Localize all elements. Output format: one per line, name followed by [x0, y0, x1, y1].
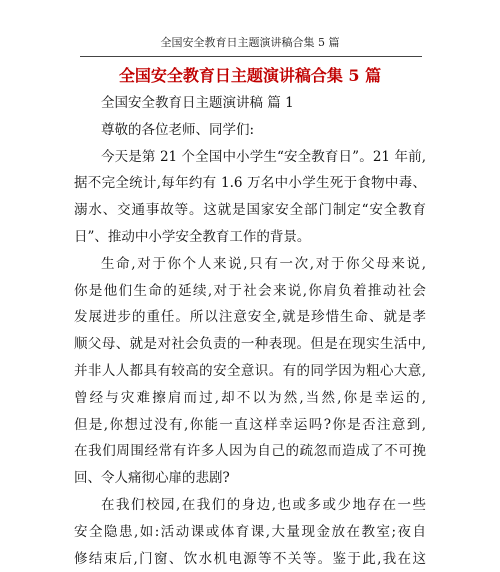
salutation: 尊敬的各位老师、同学们: [101, 121, 255, 138]
paragraph-line: 但是,你想过没有,你能一直这样幸运吗?你是否注意到, [74, 416, 426, 433]
paragraph-line: 曾经与灾难擦肩而过,却不以为然,当然,你是幸运的, [74, 389, 426, 406]
paragraph-line: 修结束后,门窗、饮水机电源等不关等。鉴于此,我在这 [74, 550, 426, 567]
paragraph-line: 顺父母、就是对社会负责的一种表现。但是在现实生活中, [74, 336, 426, 353]
document-body [74, 90, 426, 572]
paragraph-line: 据不完全统计,每年约有 1.6 万名中小学生死于食物中毒、 [74, 175, 426, 192]
paragraph-line: 生命,对于你个人来说,只有一次,对于你父母来说, [101, 255, 426, 272]
paragraph-line: 回、令人痛彻心扉的悲剧? [74, 470, 230, 487]
running-header: 全国安全教育日主题演讲稿合集 5 篇 [160, 36, 340, 49]
paragraph-line: 在我们校园,在我们的身边,也或多或少地存在一些 [101, 496, 426, 513]
paragraph-line: 日”、推动中小学安全教育工作的背景。 [74, 228, 311, 245]
paragraph-line: 安全隐患,如:活动课或体育课,大量现金放在教室;夜自 [74, 523, 426, 540]
section-heading: 全国安全教育日主题演讲稿 篇 1 [101, 95, 294, 111]
paragraph-line: 并非人人都具有较高的安全意识。有的同学因为粗心大意, [74, 362, 426, 379]
paragraph-line: 今天是第 21 个全国中小学生“安全教育日”。21 年前, [101, 148, 426, 165]
paragraph-line: 发展进步的重任。所以注意安全,就是珍惜生命、就是孝 [74, 309, 426, 326]
document-title: 全国安全教育日主题演讲稿合集 5 篇 [118, 66, 382, 85]
header-divider [80, 56, 422, 57]
paragraph-line: 你是他们生命的延续,对于社会来说,你肩负着推动社会 [74, 282, 426, 299]
paragraph-line: 溺水、交通事故等。这就是国家安全部门制定“安全教育 [74, 202, 426, 219]
paragraph-line: 在我们周围经常有许多人因为自己的疏忽而造成了不可挽 [74, 443, 426, 460]
